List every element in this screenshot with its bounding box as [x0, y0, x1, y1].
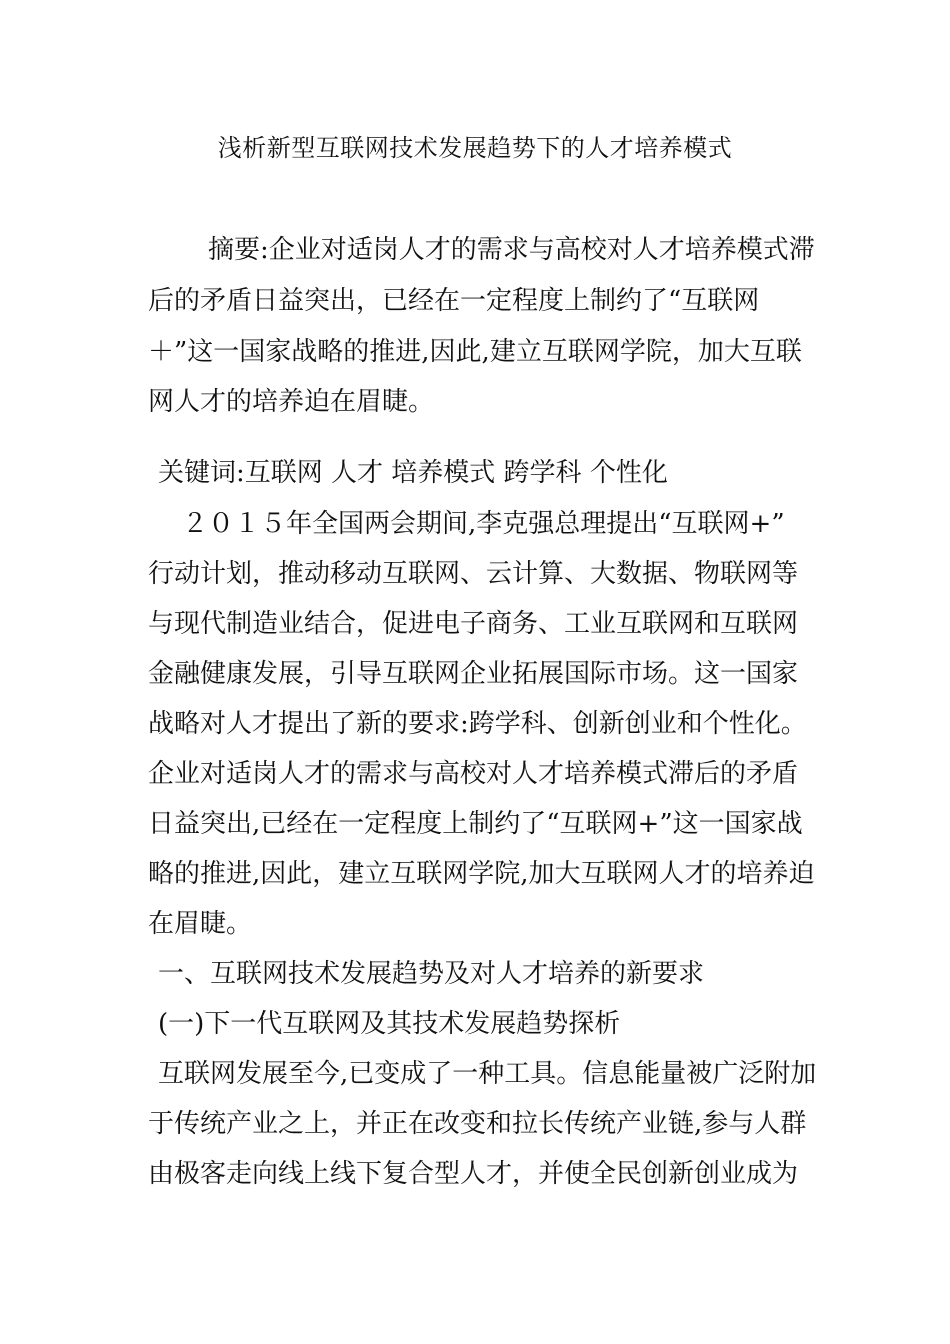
subsection-heading: (一)下一代互联网及其技术发展趋势探析	[158, 1009, 621, 1039]
document-title: 浅析新型互联网技术发展趋势下的人才培养模式	[217, 134, 733, 162]
section-body-line-2: 于传统产业之上，并正在改变和拉长传统产业链,参与人群	[148, 1109, 807, 1139]
body-line-9: 在眉睫。	[148, 909, 253, 939]
body-line-5: 战略对人才提出了新的要求:跨学科、创新创业和个性化。	[148, 709, 807, 739]
section-heading: 一、互联网技术发展趋势及对人才培养的新要求	[158, 959, 705, 989]
body-line-8: 略的推进,因此，建立互联网学院,加大互联网人才的培养迫	[148, 859, 815, 889]
body-line-4: 金融健康发展，引导互联网企业拓展国际市场。这一国家	[148, 659, 799, 689]
body-line-6: 企业对适岗人才的需求与高校对人才培养模式滞后的矛盾	[148, 759, 799, 789]
abstract-line-2: 后的矛盾日益突出，已经在一定程度上制约了“互联网	[148, 286, 760, 316]
abstract-line-1: 摘要:企业对适岗人才的需求与高校对人才培养模式滞	[208, 235, 815, 265]
body-line-3: 与现代制造业结合，促进电子商务、工业互联网和互联网	[148, 609, 799, 639]
body-line-2: 行动计划，推动移动互联网、云计算、大数据、物联网等	[148, 559, 799, 589]
section-body-line-3: 由极客走向线上线下复合型人才，并使全民创新创业成为	[148, 1159, 799, 1189]
abstract-line-4: 网人才的培养迫在眉睫。	[148, 387, 435, 417]
body-line-7: 日益突出,已经在一定程度上制约了“互联网+”这一国家战	[148, 809, 803, 839]
section-body-line-1: 互联网发展至今,已变成了一种工具。信息能量被广泛附加	[158, 1059, 817, 1089]
keywords-line: 关键词:互联网 人才 培养模式 跨学科 个性化	[158, 458, 668, 488]
abstract-line-3: ＋”这一国家战略的推进,因此,建立互联网学院，加大互联	[148, 337, 802, 367]
body-line-1: ２０１５年全国两会期间,李克强总理提出“互联网+”	[182, 509, 785, 539]
